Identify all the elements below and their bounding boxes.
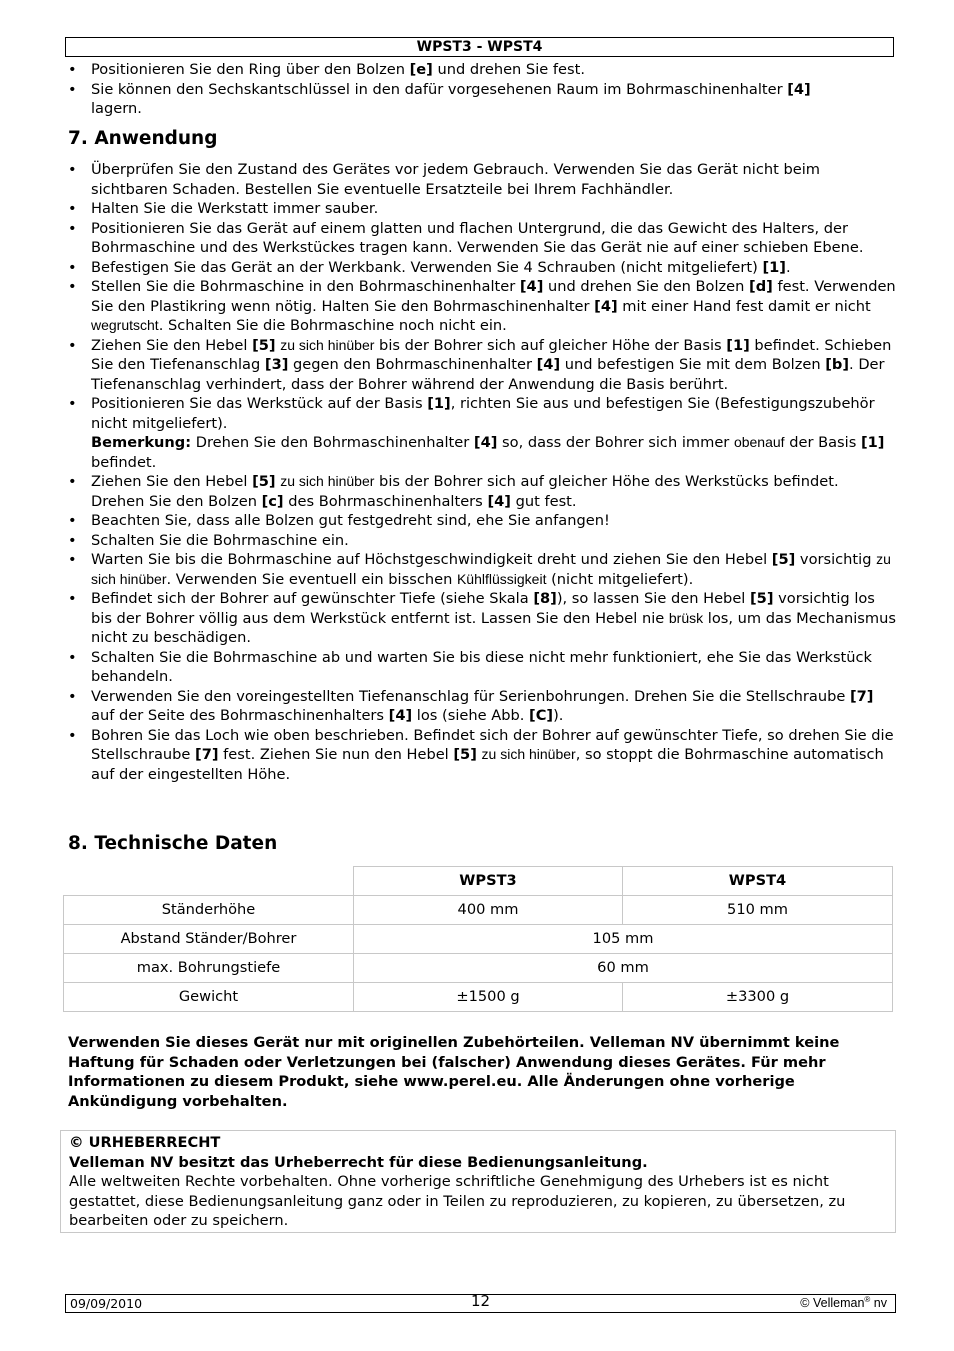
item-text: . Schalten Sie die Bohrmaschine noch nicht ein. <box>158 317 507 334</box>
item-text: so, dass der Bohrer sich immer <box>497 434 734 451</box>
registered-mark: ® <box>864 1294 871 1304</box>
list-item <box>66 648 896 687</box>
row-label: Abstand Ständer/Bohrer <box>64 925 354 954</box>
item-text: des Bohrmaschinenhalters <box>283 492 488 510</box>
bullet-icon: • <box>68 648 77 666</box>
item-text: zu sich hinüber <box>280 336 375 353</box>
bullet-icon: • <box>68 590 77 607</box>
bold-text: [4] <box>536 356 561 373</box>
item-text: vorsichtig <box>795 551 877 568</box>
item-text: Ziehen Sie den Hebel <box>91 473 253 490</box>
item-text: . <box>785 258 791 276</box>
item-text: auf der Seite des Bohrmaschinenhalters <box>91 707 389 724</box>
section-heading-anwendung: 7. Anwendung <box>68 128 218 149</box>
bullet-icon: • <box>68 161 77 178</box>
list-item <box>66 531 896 551</box>
bold-text: [7] <box>195 746 219 763</box>
footer-copyright <box>800 1295 887 1312</box>
row-label: max. Bohrungstiefe <box>64 954 354 983</box>
spec-table <box>63 866 893 1012</box>
column-header: WPST4 <box>623 867 893 896</box>
bold-text: [1] <box>860 434 885 451</box>
usage-list <box>66 160 896 784</box>
table-cell: ±3300 g <box>623 983 893 1012</box>
bullet-icon: • <box>68 336 77 354</box>
list-item <box>66 258 896 278</box>
item-text: vorsichtig los bis der Bohrer völlig aus dem Werkstück entfernt ist. Lassen Sie den Hebel nie <box>91 590 875 627</box>
item-text: Warten Sie bis die Bohrmaschine auf Höchstgeschwindigkeit dreht und ziehen Sie den Hebel <box>91 551 772 568</box>
bullet-icon: • <box>68 200 77 217</box>
item-text: ), so lassen Sie den Hebel <box>556 590 750 607</box>
list-item <box>66 160 896 199</box>
list-item <box>66 199 896 219</box>
item-text: befindet. <box>91 453 157 471</box>
page-footer <box>65 1294 896 1313</box>
item-text: . Der Tiefenanschlag verhindert, dass der Bohrer während der Anwendung die Basis berührt. <box>91 356 885 393</box>
bold-text: [4] <box>473 434 498 451</box>
bold-text: Bemerkung: <box>91 434 192 451</box>
item-text: Positionieren Sie das Gerät auf einem glatten und flachen Untergrund, die das Gewicht des Halters, der Bohrmaschine und des Werkstückes tragen kann. Verwenden Sie das Gerät nie auf einer schieben Ebene. <box>91 219 864 256</box>
item-text: , richten Sie aus und befestigen Sie (Befestigungszubehör nicht mitgeliefert). <box>91 395 875 432</box>
item-text: Schalten Sie die Bohrmaschine ein. <box>91 531 349 549</box>
item-text: lagern. <box>91 100 142 117</box>
item-text: ). <box>553 707 564 724</box>
bullet-icon: • <box>68 395 77 412</box>
bold-text: [b] <box>825 356 850 373</box>
item-text: gegen den Bohrmaschinenhalter <box>288 356 537 373</box>
section-heading-technische-daten: 8. Technische Daten <box>68 833 278 854</box>
list-item <box>66 511 896 531</box>
item-text: Schalten Sie die Bohrmaschine ab und warten Sie bis diese nicht mehr funktioniert, ehe Sie das Werkstück behandeln. <box>91 648 872 685</box>
bullet-icon: • <box>68 473 77 490</box>
table-row <box>64 896 893 925</box>
bullet-icon: • <box>68 61 77 78</box>
footer-date: 09/09/2010 <box>70 1296 143 1311</box>
table-row <box>64 925 893 954</box>
item-text: bis der Bohrer sich auf gleicher Höhe des Werkstücks befindet. Drehen Sie den Bolzen <box>91 473 839 510</box>
bullet-icon: • <box>68 219 77 237</box>
bullet-icon: • <box>68 687 77 705</box>
bold-text: [4] <box>388 707 413 724</box>
item-text: bis der Bohrer sich auf gleicher Höhe der Basis <box>374 336 727 354</box>
footer-copyright-prefix: © Velleman <box>800 1296 865 1310</box>
item-text: Ziehen Sie den Hebel <box>91 336 253 354</box>
table-row <box>64 983 893 1012</box>
table-row <box>64 954 893 983</box>
item-text: , so stoppt die Bohrmaschine automatisch auf der eingestellten Höhe. <box>91 746 884 783</box>
bold-text: [4] <box>594 297 618 315</box>
item-text: Kühlflüssigkeit <box>456 570 547 587</box>
copyright-title: © URHEBERRECHT <box>69 1134 221 1151</box>
item-text: brüsk <box>668 609 704 626</box>
bold-text: [5] <box>453 746 477 763</box>
list-item <box>66 550 896 589</box>
table-cell: 400 mm <box>354 896 623 925</box>
item-text: zu sich hinüber <box>481 746 576 762</box>
item-text: los (siehe Abb. <box>412 707 530 724</box>
bold-text: [1] <box>762 258 786 276</box>
page-header <box>65 37 894 57</box>
disclaimer-text: Verwenden Sie dieses Gerät nur mit originellen Zubehörteilen. Velleman NV übernimmt keine Haftung für Schaden oder Verletzungen bei (falscher) Anwendung dieses Gerätes. Für mehr Informationen zu diesem Produkt, siehe www.perel.eu. Alle Änderungen ohne vorherige Ankündigung vorbehalten. <box>68 1034 840 1110</box>
item-text: Überprüfen Sie den Zustand des Gerätes vor jedem Gebrauch. Verwenden Sie das Gerät nicht beim sichtbaren Schaden. Bestellen Sie eventuelle Ersatzteile bei Ihrem Fachhändler. <box>91 161 821 198</box>
item-text: Verwenden Sie den voreingestellten Tiefenanschlag für Serienbohrungen. Drehen Sie die Stellschraube <box>91 687 850 705</box>
bullet-icon: • <box>68 512 77 529</box>
bold-text: [5] <box>252 336 276 354</box>
bold-text: [c] <box>261 492 284 510</box>
row-label: Gewicht <box>64 983 354 1012</box>
bullet-icon: • <box>68 258 77 276</box>
list-item <box>66 472 896 511</box>
item-text: (nicht mitgeliefert). <box>546 570 694 588</box>
item-text: Stellen Sie die Bohrmaschine in den Bohrmaschinenhalter <box>91 278 520 295</box>
footer-copyright-suffix: nv <box>870 1296 887 1310</box>
item-text: Beachten Sie, dass alle Bolzen gut festgedreht sind, ehe Sie anfangen! <box>91 512 610 529</box>
table-header-row <box>64 867 893 896</box>
item-text: befindet. Schieben Sie den Tiefenanschlag <box>91 336 892 373</box>
bold-text: [4] <box>787 80 811 98</box>
list-item <box>66 726 896 785</box>
bold-text: [4] <box>519 278 544 295</box>
bullet-icon: • <box>68 278 77 295</box>
item-text: gut fest. <box>510 492 577 510</box>
bold-text: [d] <box>749 278 773 295</box>
table-cell: 60 mm <box>354 954 893 983</box>
table-cell: 105 mm <box>354 925 893 954</box>
item-text: Befindet sich der Bohrer auf gewünschter Tiefe (siehe Skala <box>91 590 534 607</box>
item-text: Halten Sie die Werkstatt immer sauber. <box>91 200 379 217</box>
bold-text: [1] <box>726 336 750 354</box>
bold-text: [e] <box>409 61 433 78</box>
table-corner-cell <box>64 867 354 896</box>
intro-list <box>66 60 866 119</box>
bold-text: [5] <box>750 590 774 607</box>
item-text: Befestigen Sie das Gerät an der Werkbank. Verwenden Sie 4 Schrauben (nicht mitgeliefert) <box>91 258 763 276</box>
list-item <box>66 219 896 258</box>
bold-text: [8] <box>533 590 557 607</box>
bold-text: [7] <box>849 687 874 705</box>
list-item <box>66 80 866 119</box>
bold-text: [4] <box>487 492 511 510</box>
bullet-icon: • <box>68 80 77 98</box>
item-text: fest. Ziehen Sie nun den Hebel <box>218 746 454 763</box>
table-cell: ±1500 g <box>354 983 623 1012</box>
item-text: Positionieren Sie den Ring über den Bolzen <box>91 61 410 78</box>
list-item <box>66 687 896 726</box>
list-item <box>66 60 866 80</box>
item-text: obenauf <box>733 434 785 450</box>
table-cell: 510 mm <box>623 896 893 925</box>
item-text: wegrutscht <box>91 317 159 333</box>
list-item <box>66 394 896 472</box>
item-text: Sie können den Sechskantschlüssel in den dafür vorgesehenen Raum im Bohrmaschinenhalter <box>91 80 788 98</box>
header-title: WPST3 - WPST4 <box>416 39 543 55</box>
bold-text: [5] <box>771 551 796 568</box>
list-item <box>66 277 896 336</box>
item-text: mit einer Hand fest damit er nicht <box>617 297 871 315</box>
bold-text: [5] <box>252 473 276 490</box>
bold-text: [3] <box>264 356 289 373</box>
item-text: Bohren Sie das Loch wie oben beschrieben. Befindet sich der Bohrer auf gewünschter Tiefe, so drehen Sie die Stellschraube <box>91 726 894 763</box>
bullet-icon: • <box>68 531 77 549</box>
row-label: Ständerhöhe <box>64 896 354 925</box>
item-text: und drehen Sie fest. <box>432 61 585 78</box>
item-text: zu sich hinüber <box>91 551 891 587</box>
page-number: 12 <box>470 1292 491 1310</box>
list-item <box>66 336 896 395</box>
item-text: los, um das Mechanismus nicht zu beschädigen. <box>91 609 896 646</box>
copyright-box <box>60 1130 896 1233</box>
item-text: und drehen Sie den Bolzen <box>543 278 750 295</box>
item-text: zu sich hinüber <box>280 473 375 489</box>
copyright-subtitle: Velleman NV besitzt das Urheberrecht für diese Bedienungsanleitung. <box>69 1153 648 1171</box>
bold-text: [1] <box>427 395 451 412</box>
item-text: fest. Verwenden Sie den Plastikring wenn nötig. Halten Sie den Bohrmaschinenhalter <box>91 278 896 315</box>
bullet-icon: • <box>68 726 77 744</box>
item-text: Drehen Sie den Bohrmaschinenhalter <box>191 434 474 451</box>
column-header: WPST3 <box>354 867 623 896</box>
bullet-icon: • <box>68 551 77 568</box>
bold-text: [C] <box>529 707 554 724</box>
item-text: Positionieren Sie das Werkstück auf der Basis <box>91 395 428 412</box>
copyright-body: Alle weltweiten Rechte vorbehalten. Ohne vorherige schriftliche Genehmigung des Urhebers ist es nicht gestattet, diese Bedienungsanleitung ganz oder in Teilen zu reproduzieren, zu kopieren, zu übersetzen, zu bearbeiten oder zu speichern. <box>69 1173 846 1229</box>
item-text: . Verwenden Sie eventuell ein bisschen <box>166 570 457 588</box>
item-text: und befestigen Sie mit dem Bolzen <box>560 356 826 373</box>
list-item <box>66 589 896 648</box>
item-text: der Basis <box>784 434 861 451</box>
